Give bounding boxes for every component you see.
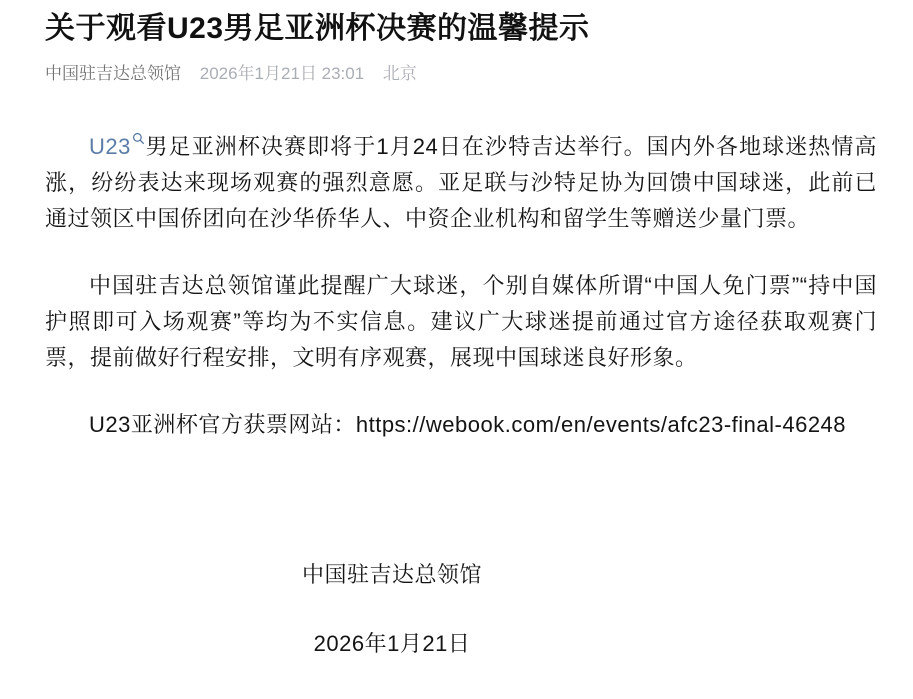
byline-datetime: 2026年1月21日 23:01 — [199, 64, 365, 83]
byline-source: 中国驻吉达总领馆 — [45, 64, 181, 83]
paragraph-1 — [45, 129, 877, 237]
paragraph-3 — [45, 407, 877, 443]
article-title: 关于观看U23男足亚洲杯决赛的温馨提示 — [45, 12, 590, 45]
article-body — [45, 129, 877, 662]
article-byline — [45, 63, 877, 85]
signature-org: 中国驻吉达总领馆 — [301, 562, 482, 587]
u23-term-label: U23 — [89, 134, 131, 159]
signature-block — [45, 557, 877, 662]
u23-term-link[interactable] — [89, 134, 145, 159]
search-icon — [132, 132, 145, 145]
byline-location: 北京 — [382, 64, 417, 83]
paragraph-1-text: 男足亚洲杯决赛即将于1月24日在沙特吉达举行。国内外各地球迷热情高涨，纷纷表达来现场观赛的强烈意愿。亚足联与沙特足协为回馈中国球迷，此前已通过领区中国侨团向在沙华侨华人、中资企业机构和留学生等赠送少量门票。 — [45, 134, 877, 231]
signature-date: 2026年1月21日 — [313, 631, 471, 656]
ticket-site-url: https://webook.com/en/events/afc23-final-46248 — [355, 412, 847, 437]
ticket-site-label: U23亚洲杯官方获票网站： — [89, 412, 356, 437]
paragraph-2: 中国驻吉达总领馆谨此提醒广大球迷，个别自媒体所谓“中国人免门票”“持中国护照即可入场观赛”等均为不实信息。建议广大球迷提前通过官方途径获取观赛门票，提前做好行程安排，文明有序观赛，展现中国球迷良好形象。 — [45, 273, 877, 370]
